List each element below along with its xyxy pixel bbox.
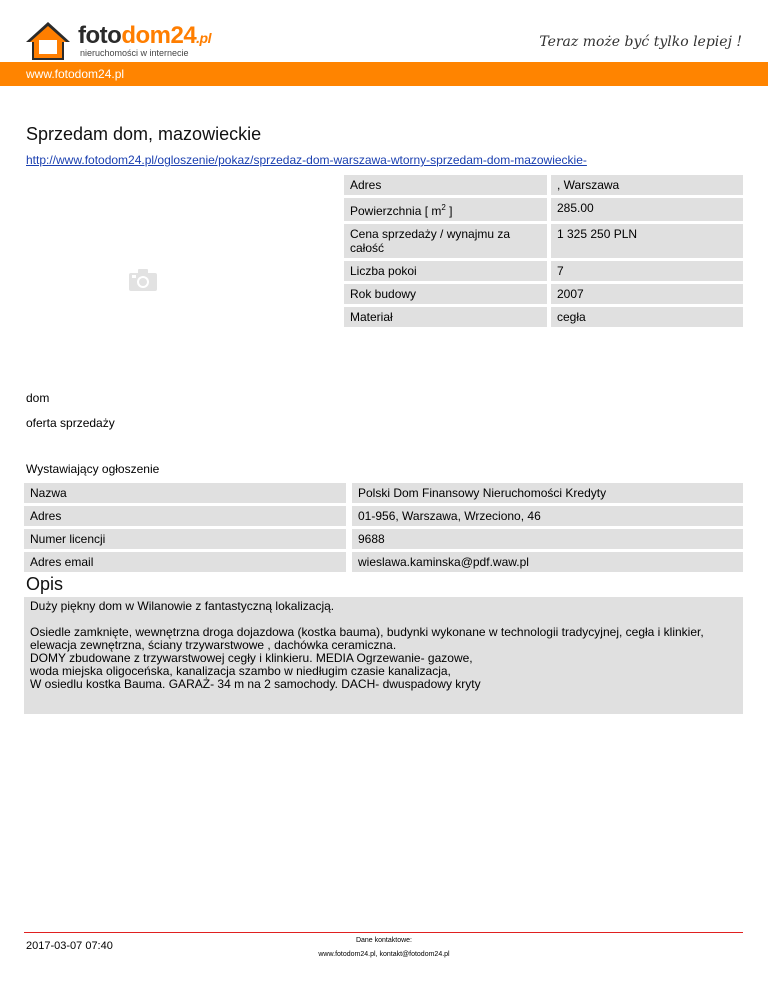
agent-email[interactable]: wieslawa.kaminska@pdf.waw.pl [346,552,743,572]
footer-date: 2017-03-07 07:40 [26,940,113,952]
agent-heading: Wystawiający ogłoszenie [26,462,160,476]
property-key: Adres [344,175,547,195]
page-header [0,0,768,62]
agent-key: Nazwa [24,483,346,503]
property-key: Rok budowy [344,284,547,304]
agent-row [24,483,743,503]
property-row [344,261,743,281]
offer-type: oferta sprzedaży [26,416,115,430]
footer-contact: www.fotodom24.pl, kontakt@fotodom24.pl [318,951,450,958]
property-row [344,307,743,327]
property-key: Powierzchnia [ $m^2$ ] [344,198,547,221]
slogan: Teraz może być tylko lepiej ! [539,34,742,50]
property-key: Materiał [344,307,547,327]
description-line: Osiedle zamknięte, wewnętrzna droga dojazdowa (kostka bauma), budynki wykonane w technologii tradycyjnej, cegła i klinkier, [30,625,704,639]
agent-value: 01-956, Warszawa, Wrzeciono, 46 [346,506,743,526]
house-logo-icon [24,20,72,62]
property-row [344,175,743,195]
description-line: woda miejska oligoceńska, kanalizacja szambo w niedługim czasie kanalizacja, [30,664,451,678]
description-box [24,597,743,714]
agent-value: 9688 [346,529,743,549]
property-value: , Warszawa [547,175,743,195]
agent-key: Adres [24,506,346,526]
description-heading: Opis [26,574,64,594]
property-table [344,172,743,330]
property-value: 2007 [547,284,743,304]
footer-divider [24,932,743,933]
property-value: cegła [547,307,743,327]
property-value: 1 325 250 PLN [547,224,743,258]
footer-contact-label: Dane kontaktowe: [355,937,413,944]
agent-key: Numer licencji [24,529,346,549]
description-line: elewacja zewnętrzna, ściany trzywarstwowe , dachówka ceramiczna. [30,638,397,652]
agent-key: Adres email [24,552,346,572]
property-value: 7 [547,261,743,281]
property-row [344,198,743,221]
property-key: Liczba pokoi [344,261,547,281]
logo-subtitle: nieruchomości w internecie [80,48,189,58]
property-type: dom [26,391,50,405]
description-intro: Duży piękny dom w Wilanowie z fantastyczną lokalizacją. [30,599,335,613]
property-value: 285.00 [547,198,743,221]
listing-title: Sprzedam dom, mazowieckie [26,124,262,144]
agent-row [24,506,743,526]
property-row [344,284,743,304]
agent-value: Polski Dom Finansowy Nieruchomości Kredyty [346,483,743,503]
logo-wordmark: fotodom24.pl [78,22,212,49]
property-key: Cena sprzedaży / wynajmu za całość [344,224,547,258]
site-bar [0,62,768,86]
agent-row [24,552,743,572]
description-line: DOMY zbudowane z trzywarstwowej cegły i klinkieru. MEDIA Ogrzewanie- gazowe, [30,651,473,665]
description-line: W osiedlu kostka Bauma. GARAŻ- 34 m na 2 samochody. DACH- dwuspadowy kryty [30,677,481,691]
agent-table [24,480,743,575]
site-link[interactable]: www.fotodom24.pl [26,67,125,81]
camera-icon [128,268,158,292]
property-row [344,224,743,258]
listing-url[interactable]: http://www.fotodom24.pl/ogloszenie/pokaz/sprzedaz-dom-warszawa-wtorny-sprzedam-dom-mazowieckie- [26,153,587,167]
agent-row [24,529,743,549]
